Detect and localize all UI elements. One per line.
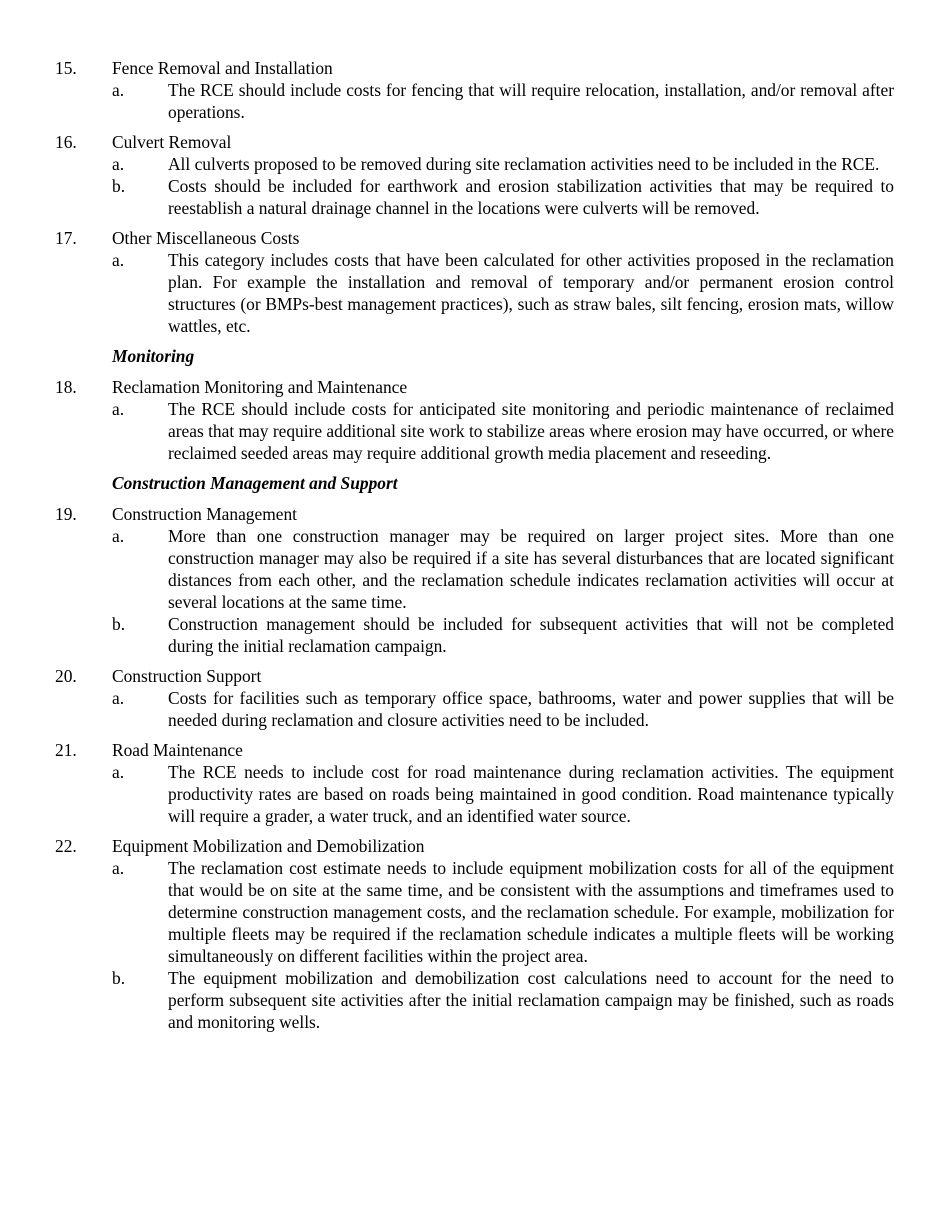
sub-item-letter: a. [112, 399, 125, 419]
list-item-18 [0, 376, 950, 464]
list-item-16 [0, 131, 950, 219]
sub-item [0, 153, 950, 175]
sub-item [0, 175, 950, 219]
section-heading-monitoring: Monitoring [112, 346, 195, 366]
sub-item-text: Construction management should be included for subsequent activities that will not be completed during the initial reclamation campaign. [168, 614, 894, 656]
sub-item-text: The RCE needs to include cost for road maintenance during reclamation activities. The equipment productivity rates are based on roads being maintained in good condition. Road maintenance typically will require a grader, a water truck, and an identified water source. [168, 762, 894, 826]
sub-item [0, 687, 950, 731]
item-number: 15. [55, 58, 77, 78]
item-number: 18. [55, 377, 77, 397]
list-item-22 [0, 835, 950, 1033]
sub-item-letter: a. [112, 858, 125, 878]
item-number: 16. [55, 132, 77, 152]
item-title: Road Maintenance [112, 740, 243, 760]
sub-item [0, 525, 950, 613]
item-title: Equipment Mobilization and Demobilization [112, 836, 425, 856]
document-page [0, 57, 950, 1041]
sub-item [0, 761, 950, 827]
item-number: 17. [55, 228, 77, 248]
sub-item-letter: b. [112, 176, 126, 196]
sub-item-text: The RCE should include costs for fencing that will require relocation, installation, and/or removal after operations. [168, 80, 894, 122]
sub-item-text: More than one construction manager may be required on larger project sites. More than one construction manager may also be required if a site has several disturbances that are located significant distances from each other, and the reclamation schedule indicates reclamation activities will occur at several locations at the same time. [168, 526, 894, 612]
item-number: 21. [55, 740, 77, 760]
sub-item [0, 613, 950, 657]
sub-item-letter: a. [112, 250, 125, 270]
item-number: 22. [55, 836, 77, 856]
item-title: Construction Management [112, 504, 297, 524]
sub-item [0, 857, 950, 967]
sub-item [0, 79, 950, 123]
item-title: Reclamation Monitoring and Maintenance [112, 377, 408, 397]
list-item-21 [0, 739, 950, 827]
sub-item [0, 967, 950, 1033]
item-title: Construction Support [112, 666, 262, 686]
sub-item-text: All culverts proposed to be removed during site reclamation activities need to be included in the RCE. [168, 154, 880, 174]
sub-item-text: This category includes costs that have been calculated for other activities proposed in the reclamation plan. For example the installation and removal of temporary and/or permanent erosion control structures (or BMPs-best management practices), such as straw bales, silt fencing, erosion mats, willow wattles, etc. [168, 250, 894, 336]
sub-item-text: The reclamation cost estimate needs to include equipment mobilization costs for all of the equipment that would be on site at the same time, and be consistent with the assumptions and timeframes used to determine construction management costs, and the reclamation schedule. For example, mobilization for multiple fleets may be required if the reclamation schedule indicates a multiple fleets will be working simultaneously on different facilities within the project area. [168, 858, 894, 966]
sub-item-letter: b. [112, 614, 126, 634]
item-number: 20. [55, 666, 77, 686]
sub-item-letter: a. [112, 154, 125, 174]
item-title: Culvert Removal [112, 132, 232, 152]
list-item-15 [0, 57, 950, 123]
sub-item-text: Costs for facilities such as temporary office space, bathrooms, water and power supplies that will be needed during reclamation and closure activities need to be included. [168, 688, 894, 730]
list-item-20 [0, 665, 950, 731]
sub-item [0, 398, 950, 464]
item-title: Other Miscellaneous Costs [112, 228, 300, 248]
sub-item-letter: b. [112, 968, 126, 988]
sub-item-letter: a. [112, 526, 125, 546]
list-item-17 [0, 227, 950, 337]
item-title: Fence Removal and Installation [112, 58, 333, 78]
list-item-19 [0, 503, 950, 657]
sub-item-text: Costs should be included for earthwork and erosion stabilization activities that may be required to reestablish a natural drainage channel in the locations were culverts will be removed. [168, 176, 894, 218]
item-number: 19. [55, 504, 77, 524]
sub-item-letter: a. [112, 762, 125, 782]
sub-item-letter: a. [112, 688, 125, 708]
section-heading-construction: Construction Management and Support [112, 473, 398, 493]
sub-item-text: The equipment mobilization and demobilization cost calculations need to account for the need to perform subsequent site activities after the initial reclamation campaign may be finished, such as roads and monitoring wells. [168, 968, 894, 1032]
sub-item [0, 249, 950, 337]
sub-item-text: The RCE should include costs for anticipated site monitoring and periodic maintenance of reclaimed areas that may require additional site work to stabilize areas where erosion may have occurred, or where reclaimed seeded areas may require additional growth media placement and reseeding. [168, 399, 894, 463]
sub-item-letter: a. [112, 80, 125, 100]
